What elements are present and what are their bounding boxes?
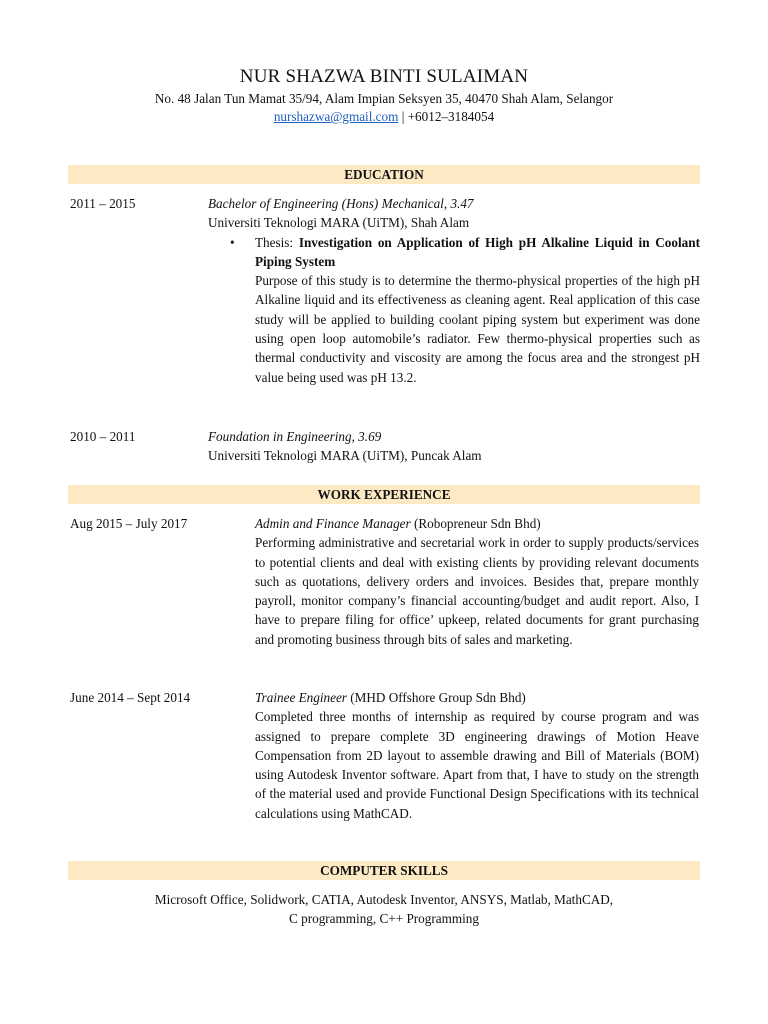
thesis-description: Purpose of this study is to determine the thermo-physical properties of the high pH Alkaline liquid and its effectiveness as cleaning agent. Real application of this case study will be applied to building coolant piping system but experiment was done using open loop automobile’s radiator. Few thermo-physical properties such as thermal conductivity and viscosity are among the focus area and the strongest pH value being used was pH 13.2. bbox=[255, 273, 700, 385]
job-heading bbox=[255, 514, 699, 533]
email-link[interactable]: nurshazwa@gmail.com bbox=[273, 109, 399, 124]
skills-line: Microsoft Office, Solidwork, CATIA, Autodesk Inventor, ANSYS, Matlab, MathCAD, bbox=[154, 892, 614, 907]
bullet-icon: • bbox=[230, 234, 235, 250]
degree-title: Bachelor of Engineering (Hons) Mechanical, 3.47 bbox=[208, 196, 474, 211]
phone-number: +6012–3184054 bbox=[407, 109, 495, 124]
job-heading bbox=[255, 688, 699, 707]
thesis-title: Investigation on Application of High pH Alkaline Liquid in Coolant Piping System bbox=[255, 234, 700, 269]
work-dates: June 2014 – Sept 2014 bbox=[70, 690, 191, 705]
job-company: (MHD Offshore Group Sdn Bhd) bbox=[346, 690, 526, 705]
section-header-education: EDUCATION bbox=[68, 165, 700, 184]
degree-title: Foundation in Engineering, 3.69 bbox=[208, 429, 382, 444]
skills-line: C programming, C++ Programming bbox=[289, 911, 479, 927]
work-entry bbox=[255, 514, 699, 649]
section-header-work: WORK EXPERIENCE bbox=[68, 485, 700, 504]
job-company: (Robopreneur Sdn Bhd) bbox=[410, 516, 541, 531]
section-header-skills: COMPUTER SKILLS bbox=[68, 861, 700, 880]
education-dates: 2011 – 2015 bbox=[70, 196, 136, 211]
job-role: Trainee Engineer bbox=[255, 690, 347, 705]
job-description: Performing administrative and secretarial work in order to supply products/services to potential clients and deal with existing clients by providing relevant documents such as quotations, delivery orders and invoices. Besides that, prepare monthly payroll, monitor company’s financial accounting/budget and audit report. Also, I have to prepare filing for office’ upkeep, related documents for grant purchasing and promoting business through bits of sales and marketing. bbox=[255, 535, 699, 647]
institution: Universiti Teknologi MARA (UiTM), Puncak Alam bbox=[208, 448, 482, 464]
job-role: Admin and Finance Manager bbox=[255, 516, 411, 531]
education-dates: 2010 – 2011 bbox=[70, 429, 136, 444]
education-entry bbox=[208, 427, 700, 466]
institution: Universiti Teknologi MARA (UiTM), Shah Alam bbox=[208, 215, 470, 231]
candidate-name: NUR SHAZWA BINTI SULAIMAN bbox=[239, 66, 529, 87]
address: No. 48 Jalan Tun Mamat 35/94, Alam Impian Seksyen 35, 40470 Shah Alam, Selangor bbox=[154, 91, 614, 106]
contact-line bbox=[0, 109, 768, 125]
education-entry bbox=[208, 194, 700, 387]
skills-list bbox=[0, 890, 768, 929]
work-dates: Aug 2015 – July 2017 bbox=[70, 516, 188, 531]
thesis-heading bbox=[255, 233, 700, 272]
work-entry bbox=[255, 688, 699, 823]
thesis-label: Thesis: bbox=[255, 234, 299, 250]
contact-separator: | bbox=[398, 109, 408, 124]
job-description: Completed three months of internship as required by course program and was assigned to prepare complete 3D engineering drawings of Motion Heave Compensation from 2D layout to assemble drawing and Bill of Materials (BOM) using Autodesk Inventor software. Apart from that, I have to study on the strength of the material used and provide Functional Design Specifications with its technical calculations using MathCAD. bbox=[255, 709, 699, 821]
thesis-bullet bbox=[208, 233, 700, 387]
